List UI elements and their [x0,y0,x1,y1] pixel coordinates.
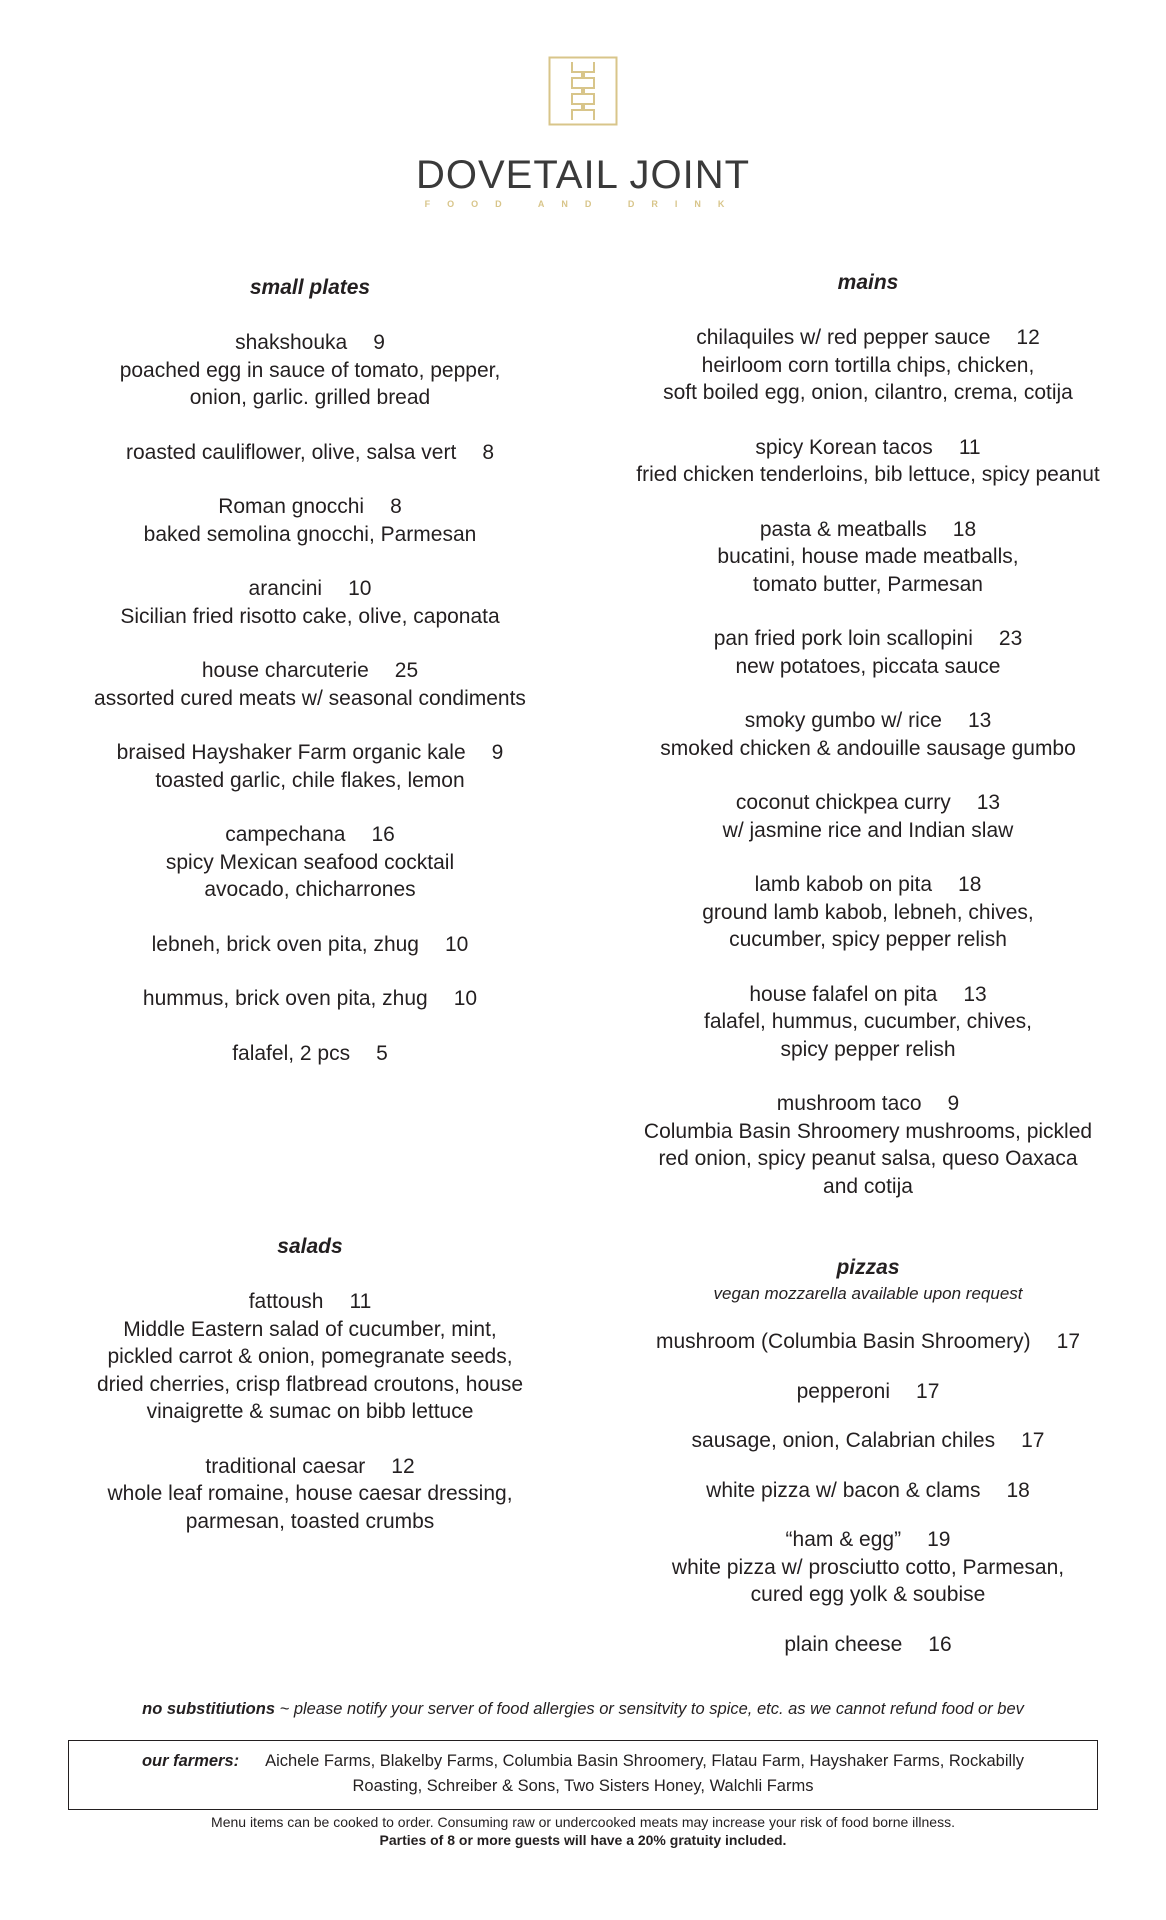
item-price: 9 [373,331,385,354]
item-price: 25 [394,659,419,682]
item-description: new potatoes, piccata sauce [735,654,1001,678]
item-price: 8 [482,440,494,464]
item-name: falafel, 2 pcs [232,1041,351,1065]
menu-item [40,1040,580,1068]
menu-item [608,871,1128,954]
item-description: Columbia Basin Shroomery mushrooms, pickled [643,1119,1093,1143]
section-title: salads [277,1235,343,1258]
brand-subtitle: FOOD AND DRINK [424,199,742,209]
item-name: pan fried pork loin scallopini [713,627,973,650]
menu-item [608,789,1128,844]
item-name: pepperoni [796,1379,891,1403]
item-price: 10 [444,932,469,956]
menu-item [608,625,1128,680]
item-price: 13 [967,709,992,732]
item-price: 18 [958,873,982,896]
farmers-box [68,1740,1098,1810]
item-name: fattoush [248,1290,324,1313]
item-price: 9 [947,1092,960,1115]
item-price: 9 [491,741,504,764]
menu-item [608,1526,1128,1609]
item-description: falafel, hummus, cucumber, chives, [704,1010,1032,1033]
menu-item [608,1090,1128,1200]
item-name: chilaquiles w/ red pepper sauce [696,326,991,349]
item-description: Sicilian fried risotto cake, olive, caponata [120,604,500,628]
section-mains [608,269,1128,1200]
item-price: 16 [371,823,395,846]
item-description: cucumber, spicy pepper relish [729,928,1007,951]
item-price: 23 [998,627,1023,650]
item-description: white pizza w/ prosciutto cotto, Parmesan, [671,1555,1065,1579]
item-description: ground lamb kabob, lebneh, chives, [702,900,1034,924]
footer-fine-print [0,1813,1166,1849]
item-price: 12 [1016,326,1040,349]
menu-item [40,439,580,467]
item-name: campechana [225,823,346,846]
menu-item [40,1288,580,1426]
menu-item [608,1328,1128,1356]
item-name: braised Hayshaker Farm organic kale [116,741,466,764]
item-name: coconut chickpea curry [735,791,951,814]
item-name: shakshouka [235,331,348,354]
item-description: cured egg yolk & soubise [750,1583,986,1606]
section-title: pizzas [836,1256,900,1279]
item-price: 11 [958,435,981,459]
menu-item [40,329,580,412]
item-name: arancini [248,577,323,600]
item-name: smoky gumbo w/ rice [744,709,942,732]
menu-item [608,1427,1128,1455]
section-title: small plates [249,276,371,299]
menu-item [608,1477,1128,1505]
farmers-line-2: Roasting, Schreiber & Sons, Two Sisters Honey, Walchli Farms [352,1777,814,1795]
item-description: red onion, spicy peanut salsa, queso Oaxaca [658,1147,1078,1170]
item-description: bucatini, house made meatballs, [717,545,1019,568]
item-description: dried cherries, crisp flatbread croutons, house [96,1372,524,1396]
item-description: baked semolina gnocchi, Parmesan [143,522,477,546]
item-name: plain cheese [784,1632,903,1656]
item-description: onion, garlic. grilled bread [189,386,431,409]
item-description: fried chicken tenderloins, bib lettuce, spicy peanut [636,463,1100,486]
item-name: mushroom (Columbia Basin Shroomery) [656,1330,1031,1353]
item-name: lamb kabob on pita [754,873,933,896]
section-title: mains [837,271,899,294]
item-price: 18 [952,517,977,541]
item-name: hummus, brick oven pita, zhug [142,987,428,1010]
item-description: smoked chicken & andouille sausage gumbo [660,736,1076,760]
item-name: traditional caesar [205,1454,366,1478]
menu-item [40,821,580,904]
item-name: house falafel on pita [749,982,938,1006]
item-price: 12 [391,1454,415,1478]
notice-bold: no substitiutions [142,1700,276,1718]
item-price: 17 [916,1379,940,1403]
substitution-notice [0,1700,1166,1719]
brand-logo [0,56,1166,131]
item-price: 18 [1006,1478,1030,1502]
item-description: Middle Eastern salad of cucumber, mint, [123,1317,497,1341]
item-price: 13 [963,982,987,1006]
item-name: “ham & egg” [785,1528,902,1551]
item-description: whole leaf romaine, house caesar dressing, [107,1482,513,1505]
menu-item [608,981,1128,1064]
menu-item [608,707,1128,762]
menu-item [608,324,1128,407]
footer-line-2: Parties of 8 or more guests will have a 20% gratuity included. [379,1832,787,1848]
farmers-label: our farmers: [141,1752,240,1770]
brand-name: DOVETAIL JOINT [415,153,751,197]
item-description: pickled carrot & onion, pomegranate seeds, [107,1345,513,1368]
dovetail-logo-icon [548,56,618,126]
menu-item [40,985,580,1013]
item-description: poached egg in sauce of tomato, pepper, [119,358,501,382]
item-description: parmesan, toasted crumbs [185,1509,435,1533]
item-description: toasted garlic, chile flakes, lemon [155,768,465,792]
section-pizzas [608,1254,1128,1658]
item-description: spicy pepper relish [780,1037,956,1061]
menu-item [608,1631,1128,1659]
item-price: 10 [453,987,478,1010]
item-price: 13 [976,791,1001,814]
menu-item [40,739,580,794]
section-small-plates [40,274,580,1067]
item-price: 17 [1021,1429,1045,1452]
item-description: w/ jasmine rice and Indian slaw [722,818,1014,842]
notice-text: ~ please notify your server of food allergies or sensitvity to spice, etc. as we cannot refund food or bev [275,1700,1024,1718]
item-name: pasta & meatballs [759,517,927,541]
menu-item [608,516,1128,599]
item-description: heirloom corn tortilla chips, chicken, [701,353,1035,377]
item-price: 10 [348,577,372,600]
item-name: roasted cauliflower, olive, salsa vert [125,440,457,464]
item-name: white pizza w/ bacon & clams [706,1478,981,1502]
item-price: 5 [376,1041,388,1065]
item-name: sausage, onion, Calabrian chiles [691,1429,996,1452]
item-name: lebneh, brick oven pita, zhug [151,932,419,956]
menu-item [40,1453,580,1536]
section-salads [40,1233,580,1535]
item-price: 17 [1056,1330,1080,1353]
item-description: spicy Mexican seafood cocktail [165,850,455,874]
item-price: 8 [390,495,402,518]
item-description: assorted cured meats w/ seasonal condiments [94,686,526,710]
footer-line-1: Menu items can be cooked to order. Consuming raw or undercooked meats may increase your risk of food borne illness. [211,1814,955,1830]
item-description: soft boiled egg, onion, cilantro, crema, cotija [663,381,1073,404]
item-name: house charcuterie [201,659,369,682]
menu-item [608,434,1128,489]
item-name: spicy Korean tacos [755,435,933,459]
item-description: tomato butter, Parmesan [753,572,983,596]
farmers-line-1: Aichele Farms, Blakelby Farms, Columbia Basin Shroomery, Flatau Farm, Hayshaker Farms, Rockabilly [265,1752,1025,1770]
item-price: 11 [349,1290,372,1313]
menu-item [40,657,580,712]
menu-item [40,575,580,630]
item-description: avocado, chicharrones [204,878,416,901]
item-description: and cotija [823,1174,913,1198]
menu-item [40,493,580,548]
section-note: vegan mozzarella available upon request [713,1284,1023,1303]
menu-item [608,1378,1128,1406]
item-name: mushroom taco [776,1092,922,1115]
menu-item [40,931,580,959]
item-price: 16 [928,1632,952,1656]
item-description: vinaigrette & sumac on bibb lettuce [146,1400,474,1423]
item-name: Roman gnocchi [218,495,365,518]
item-price: 19 [927,1528,951,1551]
